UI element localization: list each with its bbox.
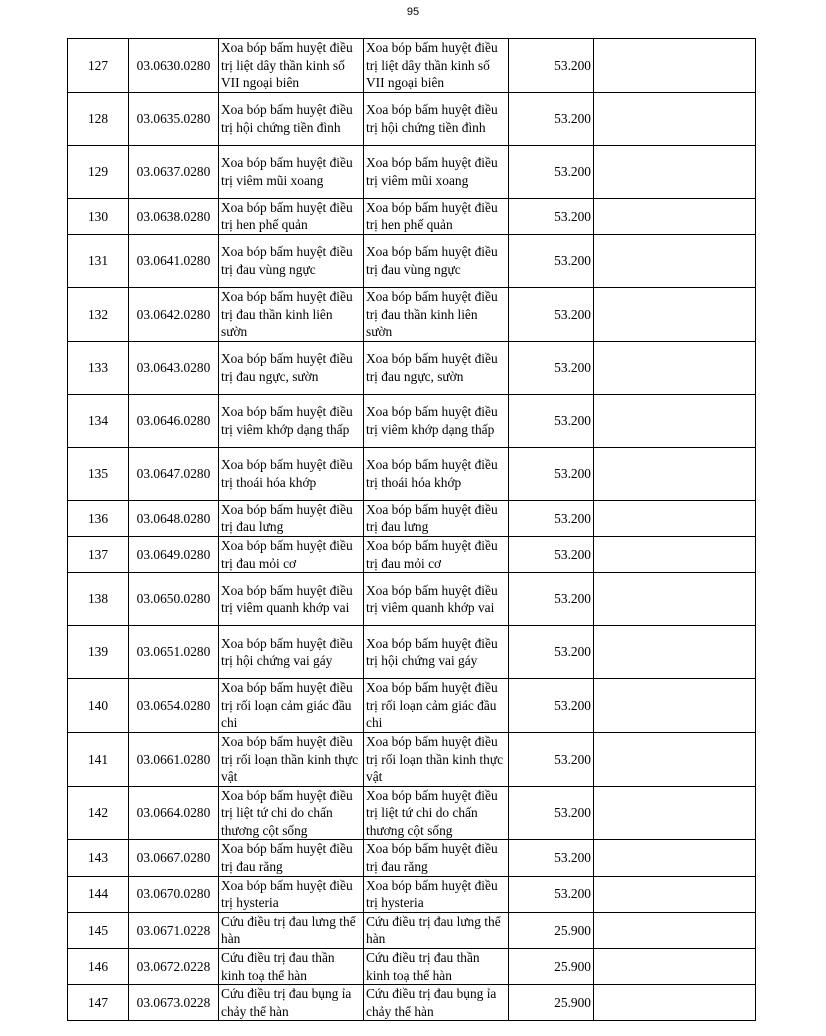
service-name-approved: Xoa bóp bấm huyệt điều trị đau răng: [364, 840, 509, 876]
service-name-approved: Xoa bóp bấm huyệt điều trị đau ngực, sườn: [364, 341, 509, 394]
service-code: 03.0667.0280: [129, 840, 219, 876]
price: 53.200: [509, 92, 594, 145]
row-number: 136: [68, 500, 129, 536]
service-code: 03.0637.0280: [129, 145, 219, 198]
table-row: [68, 876, 756, 912]
service-code: 03.0649.0280: [129, 536, 219, 572]
price: 53.200: [509, 39, 594, 93]
row-number: 134: [68, 394, 129, 447]
service-name: Xoa bóp bấm huyệt điều trị hen phế quản: [219, 198, 364, 234]
service-code: 03.0650.0280: [129, 573, 219, 626]
price: 53.200: [509, 840, 594, 876]
row-number: 140: [68, 679, 129, 733]
service-code: 03.0630.0280: [129, 39, 219, 93]
price: 53.200: [509, 341, 594, 394]
note: [594, 198, 756, 234]
row-number: 129: [68, 145, 129, 198]
table-body: [68, 39, 756, 1021]
service-name: Xoa bóp bấm huyệt điều trị hội chứng vai gáy: [219, 626, 364, 679]
price: 53.200: [509, 500, 594, 536]
price: 53.200: [509, 145, 594, 198]
row-number: 128: [68, 92, 129, 145]
page-number: 95: [406, 6, 420, 18]
row-number: 127: [68, 39, 129, 93]
service-name-approved: Cứu điều trị đau lưng thể hàn: [364, 912, 509, 948]
table-row: [68, 679, 756, 733]
service-name: Xoa bóp bấm huyệt điều trị rối loạn cảm giác đầu chi: [219, 679, 364, 733]
service-name: Cứu điều trị đau thần kinh toạ thể hàn: [219, 949, 364, 985]
price-table: [67, 38, 756, 1021]
price: 53.200: [509, 447, 594, 500]
row-number: 143: [68, 840, 129, 876]
service-name-approved: Xoa bóp bấm huyệt điều trị hen phế quản: [364, 198, 509, 234]
note: [594, 876, 756, 912]
note: [594, 447, 756, 500]
note: [594, 985, 756, 1021]
service-code: 03.0635.0280: [129, 92, 219, 145]
table-row: [68, 573, 756, 626]
note: [594, 145, 756, 198]
service-name-approved: Xoa bóp bấm huyệt điều trị viêm mũi xoang: [364, 145, 509, 198]
service-code: 03.0643.0280: [129, 341, 219, 394]
service-code: 03.0654.0280: [129, 679, 219, 733]
service-name: Xoa bóp bấm huyệt điều trị viêm mũi xoang: [219, 145, 364, 198]
service-name-approved: Xoa bóp bấm huyệt điều trị hội chứng tiền đình: [364, 92, 509, 145]
service-name-approved: Xoa bóp bấm huyệt điều trị viêm khớp dạng thấp: [364, 394, 509, 447]
service-name-approved: Xoa bóp bấm huyệt điều trị thoái hóa khớp: [364, 447, 509, 500]
note: [594, 287, 756, 341]
note: [594, 912, 756, 948]
note: [594, 786, 756, 840]
service-code: 03.0664.0280: [129, 786, 219, 840]
service-name: Xoa bóp bấm huyệt điều trị hội chứng tiền đình: [219, 92, 364, 145]
row-number: 146: [68, 949, 129, 985]
row-number: 135: [68, 447, 129, 500]
row-number: 142: [68, 786, 129, 840]
service-name-approved: Xoa bóp bấm huyệt điều trị rối loạn cảm giác đầu chi: [364, 679, 509, 733]
price: 53.200: [509, 536, 594, 572]
note: [594, 949, 756, 985]
note: [594, 840, 756, 876]
row-number: 145: [68, 912, 129, 948]
service-name: Cứu điều trị đau bụng ỉa chảy thể hàn: [219, 985, 364, 1021]
price: 53.200: [509, 573, 594, 626]
row-number: 131: [68, 234, 129, 287]
note: [594, 626, 756, 679]
table-row: [68, 198, 756, 234]
service-name: Xoa bóp bấm huyệt điều trị liệt dây thần kinh số VII ngoại biên: [219, 39, 364, 93]
price: 25.900: [509, 985, 594, 1021]
service-name: Xoa bóp bấm huyệt điều trị rối loạn thần kinh thực vật: [219, 732, 364, 786]
note: [594, 732, 756, 786]
service-name: Xoa bóp bấm huyệt điều trị viêm quanh khớp vai: [219, 573, 364, 626]
service-name-approved: Xoa bóp bấm huyệt điều trị rối loạn thần kinh thực vật: [364, 732, 509, 786]
table-row: [68, 341, 756, 394]
table-row: [68, 145, 756, 198]
row-number: 141: [68, 732, 129, 786]
service-code: 03.0648.0280: [129, 500, 219, 536]
service-name: Xoa bóp bấm huyệt điều trị viêm khớp dạng thấp: [219, 394, 364, 447]
service-code: 03.0671.0228: [129, 912, 219, 948]
note: [594, 39, 756, 93]
service-name: Xoa bóp bấm huyệt điều trị đau thần kinh liên sườn: [219, 287, 364, 341]
service-name-approved: Xoa bóp bấm huyệt điều trị hội chứng vai gáy: [364, 626, 509, 679]
service-name-approved: Cứu điều trị đau bụng ỉa chảy thể hàn: [364, 985, 509, 1021]
service-name-approved: Xoa bóp bấm huyệt điều trị liệt tứ chi do chấn thương cột sống: [364, 786, 509, 840]
service-code: 03.0647.0280: [129, 447, 219, 500]
table-row: [68, 732, 756, 786]
table-row: [68, 912, 756, 948]
note: [594, 394, 756, 447]
row-number: 137: [68, 536, 129, 572]
price: 53.200: [509, 679, 594, 733]
service-name: Xoa bóp bấm huyệt điều trị hysteria: [219, 876, 364, 912]
table-row: [68, 949, 756, 985]
service-name: Xoa bóp bấm huyệt điều trị đau mỏi cơ: [219, 536, 364, 572]
service-code: 03.0661.0280: [129, 732, 219, 786]
service-name-approved: Xoa bóp bấm huyệt điều trị đau thần kinh liên sườn: [364, 287, 509, 341]
table-row: [68, 536, 756, 572]
row-number: 147: [68, 985, 129, 1021]
service-name-approved: Xoa bóp bấm huyệt điều trị đau lưng: [364, 500, 509, 536]
table-row: [68, 500, 756, 536]
price: 53.200: [509, 786, 594, 840]
note: [594, 341, 756, 394]
table-row: [68, 39, 756, 93]
note: [594, 500, 756, 536]
price: 53.200: [509, 626, 594, 679]
price: 53.200: [509, 198, 594, 234]
price: 53.200: [509, 876, 594, 912]
table-row: [68, 234, 756, 287]
service-name: Xoa bóp bấm huyệt điều trị đau lưng: [219, 500, 364, 536]
row-number: 130: [68, 198, 129, 234]
table-row: [68, 626, 756, 679]
price: 53.200: [509, 287, 594, 341]
row-number: 144: [68, 876, 129, 912]
price: 53.200: [509, 394, 594, 447]
price: 53.200: [509, 234, 594, 287]
table-row: [68, 287, 756, 341]
note: [594, 536, 756, 572]
service-name-approved: Xoa bóp bấm huyệt điều trị đau vùng ngực: [364, 234, 509, 287]
table-row: [68, 840, 756, 876]
table-row: [68, 786, 756, 840]
table-row: [68, 394, 756, 447]
service-name: Xoa bóp bấm huyệt điều trị thoái hóa khớp: [219, 447, 364, 500]
service-name: Xoa bóp bấm huyệt điều trị liệt tứ chi do chấn thương cột sống: [219, 786, 364, 840]
note: [594, 573, 756, 626]
service-name-approved: Xoa bóp bấm huyệt điều trị viêm quanh khớp vai: [364, 573, 509, 626]
service-name-approved: Xoa bóp bấm huyệt điều trị đau mỏi cơ: [364, 536, 509, 572]
service-name: Xoa bóp bấm huyệt điều trị đau ngực, sườn: [219, 341, 364, 394]
table-row: [68, 447, 756, 500]
table-row: [68, 985, 756, 1021]
row-number: 132: [68, 287, 129, 341]
table-row: [68, 92, 756, 145]
service-name-approved: Xoa bóp bấm huyệt điều trị hysteria: [364, 876, 509, 912]
service-code: 03.0673.0228: [129, 985, 219, 1021]
price: 25.900: [509, 912, 594, 948]
service-code: 03.0641.0280: [129, 234, 219, 287]
price: 25.900: [509, 949, 594, 985]
row-number: 138: [68, 573, 129, 626]
row-number: 133: [68, 341, 129, 394]
service-name: Cứu điều trị đau lưng thể hàn: [219, 912, 364, 948]
service-name-approved: Xoa bóp bấm huyệt điều trị liệt dây thần kinh số VII ngoại biên: [364, 39, 509, 93]
service-code: 03.0642.0280: [129, 287, 219, 341]
service-code: 03.0646.0280: [129, 394, 219, 447]
service-code: 03.0651.0280: [129, 626, 219, 679]
service-code: 03.0670.0280: [129, 876, 219, 912]
service-name: Xoa bóp bấm huyệt điều trị đau vùng ngực: [219, 234, 364, 287]
note: [594, 234, 756, 287]
service-name-approved: Cứu điều trị đau thần kinh toạ thể hàn: [364, 949, 509, 985]
service-code: 03.0672.0228: [129, 949, 219, 985]
service-name: Xoa bóp bấm huyệt điều trị đau răng: [219, 840, 364, 876]
price: 53.200: [509, 732, 594, 786]
note: [594, 92, 756, 145]
row-number: 139: [68, 626, 129, 679]
service-code: 03.0638.0280: [129, 198, 219, 234]
note: [594, 679, 756, 733]
